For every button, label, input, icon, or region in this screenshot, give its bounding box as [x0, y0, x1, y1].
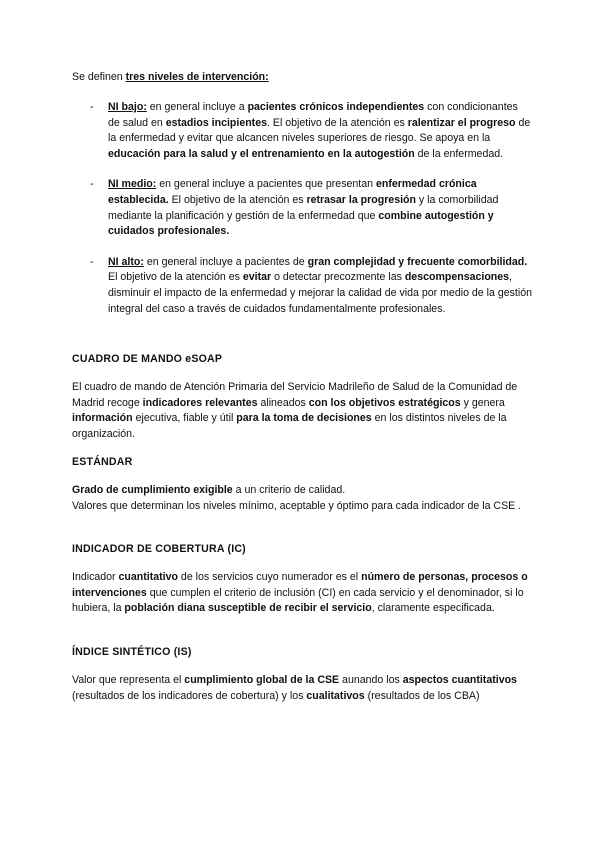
bold-run: ralentizar el progreso — [407, 116, 516, 129]
text-run: en los distintos niveles de la organización. — [72, 412, 507, 440]
level-body — [108, 178, 498, 237]
level-item-bajo — [72, 100, 532, 162]
bold-run: aspectos cuantitativos — [402, 674, 517, 686]
bold-run: cumplimiento global de la CSE — [184, 674, 340, 686]
level-label: NI alto: — [108, 255, 144, 268]
bold-run: descompensaciones — [404, 271, 510, 284]
bold-run: pacientes crónicos independientes — [247, 101, 425, 113]
bold-run: evitar — [242, 271, 272, 284]
text-run: (resultados de los CBA) — [364, 689, 480, 702]
text-run: ejecutiva, fiable y útil — [132, 412, 237, 425]
heading-indicador-cobertura: INDICADOR DE COBERTURA (IC) — [72, 543, 246, 555]
bold-run: con los objetivos estratégicos — [308, 396, 461, 409]
paragraph-indice-sintetico — [72, 673, 530, 704]
paragraph-indicador-cobertura — [72, 570, 530, 617]
paragraph-estandar — [72, 483, 530, 514]
text-run: (resultados de los indicadores de cobertura) y los — [72, 689, 307, 702]
heading-estandar: ESTÁNDAR — [72, 456, 133, 468]
bold-run: cualitativos — [306, 689, 365, 702]
text-run: en general incluye a pacientes que presentan — [156, 178, 376, 191]
level-label: NI bajo: — [108, 101, 147, 113]
bold-run: indicadores relevantes — [142, 396, 258, 409]
text-run: aunando los — [339, 674, 403, 686]
level-item-medio — [72, 177, 532, 239]
bold-run: combine autogestión y cuidados profesionales. — [108, 209, 494, 238]
text-run: con condicionantes de salud en — [108, 101, 518, 129]
text-run: o detectar precozmente las — [271, 271, 405, 284]
bold-run: estadios incipientes — [165, 116, 267, 129]
bold-run: cuantitativo — [118, 571, 178, 583]
bold-run: enfermedad crónica establecida. — [108, 178, 477, 206]
text-run: , disminuir el impacto de la enfermedad y mejorar la calidad de vida por medio de la gestión integral del caso a través de cuidados fundamentalmente profesionales. — [108, 271, 532, 315]
bold-run: retrasar la progresión — [306, 193, 416, 206]
intro-prefix: Se definen — [72, 71, 126, 83]
text-run: que cumplen el criterio de inclusión (CI) en cada servicio y el denominador, si lo hubiera, la — [72, 586, 524, 615]
text-run: de la enfermedad y evitar que alcancen niveles superiores de riesgo. Se apoya en la — [108, 116, 531, 145]
text-run: en general incluye a — [146, 101, 248, 113]
heading-indice-sintetico: ÍNDICE SINTÉTICO (IS) — [72, 646, 192, 658]
text-run: El objetivo de la atención es — [168, 193, 307, 206]
intro-emphasis: tres niveles de intervención: — [125, 71, 269, 83]
list-dash: - — [90, 101, 94, 113]
text-run: de los servicios cuyo numerador es el — [177, 571, 362, 583]
intervention-levels-list — [72, 100, 532, 332]
text-run: , claramente especificada. — [371, 602, 495, 615]
level-label: NI medio: — [108, 178, 157, 191]
text-run: Valor que representa el — [72, 674, 185, 686]
bold-run: educación para la salud y el entrenamiento en la autogestión — [108, 147, 415, 160]
intro-line — [72, 70, 542, 86]
text-run: en general incluye a pacientes de — [143, 255, 308, 268]
text-run: El objetivo de la atención es — [108, 271, 243, 284]
text-run: . El objetivo de la atención es — [267, 116, 408, 129]
paragraph-cuadro-de-mando — [72, 380, 530, 442]
text-run: a un criterio de calidad. — [232, 484, 346, 496]
level-body — [108, 101, 530, 160]
heading-cuadro-de-mando: CUADRO DE MANDO eSOAP — [72, 353, 223, 365]
text-run: alineados — [257, 396, 309, 409]
text-run: y genera — [460, 396, 505, 409]
bold-run: Grado de cumplimiento exigible — [72, 484, 233, 496]
text-run: El cuadro de mando de Atención Primaria del Servicio Madrileño de Salud de la Comunidad de Madrid recoge — [72, 381, 518, 409]
bold-run: información — [72, 412, 133, 425]
level-item-alto — [72, 255, 532, 317]
level-body — [108, 256, 532, 315]
list-dash: - — [90, 178, 94, 191]
text-run: de la enfermedad. — [414, 147, 504, 160]
bold-run: gran complejidad y frecuente comorbilidad. — [307, 255, 528, 268]
bold-run: población diana susceptible de recibir el servicio — [124, 602, 372, 615]
list-dash: - — [90, 255, 94, 268]
bold-run: número de personas, procesos o intervenciones — [72, 571, 528, 599]
bold-run: para la toma de decisiones — [236, 412, 372, 425]
text-run: Valores que determinan los niveles mínimo, aceptable y óptimo para cada indicador de la CSE . — [72, 499, 522, 512]
text-run: y la comorbilidad mediante la planificación y gestión de la enfermedad que — [108, 193, 499, 222]
text-run: Indicador — [72, 571, 119, 583]
